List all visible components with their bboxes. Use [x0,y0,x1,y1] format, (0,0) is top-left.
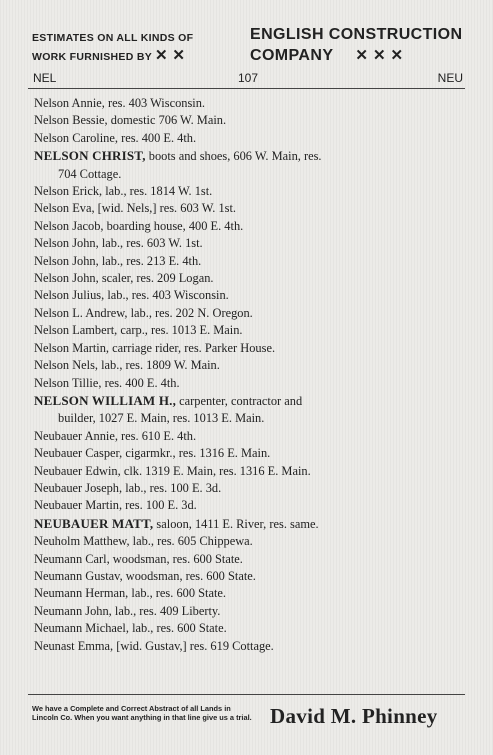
directory-entry [28,287,465,304]
entry-details: clk. 1319 E. Main, res. 1316 E. Main. [120,463,311,478]
running-head [28,70,465,89]
entry-name: Nelson Tillie, [34,375,102,390]
entry-name: Neubauer Joseph, [34,480,123,495]
directory-entry [28,445,465,462]
entry-name: Neumann John, [34,603,112,618]
entry-details: woodsman, res. 600 State. [122,568,256,583]
entry-details: lab., res. 409 Liberty. [111,603,221,618]
directory-entry [28,235,465,252]
entry-name: Neunast Emma, [34,638,114,653]
entry-details: res. 400 E. 4th. [117,130,197,145]
entry-name: Nelson Annie, [34,96,105,110]
entry-details: lab., res. 403 Wisconsin. [104,288,229,303]
running-head-left: NEL [33,71,57,85]
directory-entry [28,95,465,112]
entry-details: carp., res. 1013 E. Main. [117,323,243,338]
ad-company-name [250,24,462,66]
entry-details: [wid. Gustav,] res. 619 Cottage. [113,638,274,653]
directory-entry [28,533,465,550]
entry-name: Neubauer Annie, [34,428,118,443]
ad-left-text [32,30,193,66]
footer-ad-small-text: We have a Complete and Correct Abstract of all Lands in Lincoln Co. When you want anything in that line give us a trial. [32,704,252,722]
running-head-right: NEU [437,71,463,85]
directory-entry [28,515,465,533]
entry-name: Nelson Eva, [34,201,95,216]
entry-details: res. 610 E. 4th. [117,428,197,443]
entry-details: cigarmkr., res. 1316 E. Main. [122,446,271,461]
entry-name: Nelson Julius, [34,288,105,303]
directory-entry [28,603,465,620]
directory-entry [28,218,465,235]
directory-entry [28,568,465,585]
cross-mark-icon: ✕ ✕ ✕ [355,47,404,64]
entry-details: scaler, res. 209 Logan. [98,271,214,286]
entry-continuation: builder, 1027 E. Main, res. 1013 E. Main. [58,411,265,426]
entry-details: lab., res. 600 State. [128,586,227,601]
entry-details: res. 400 E. 4th. [101,375,180,390]
entry-name: Nelson John, [34,271,99,286]
directory-entry [28,322,465,339]
footer-ad-name: David M. Phinney [270,704,438,728]
entry-details: saloon, 1411 E. River, res. same. [153,516,319,531]
entry-details: domestic 706 W. Main. [107,113,227,128]
directory-entry [28,480,465,497]
directory-entry [28,270,465,287]
entry-name: NELSON CHRIST, [34,148,146,164]
directory-entry [28,305,465,322]
entry-name: Neuholm Matthew, [34,534,130,549]
entry-name: Neubauer Martin, [34,498,123,513]
entry-name: Nelson Bessie, [34,113,108,128]
entry-details: woodsman, res. 600 State. [109,551,243,566]
ad-left-line1: ESTIMATES ON ALL KINDS OF [32,32,194,44]
directory-entry [28,392,465,428]
entry-details: res. 403 Wisconsin. [104,96,206,110]
entry-name: Nelson Caroline, [34,130,118,145]
entry-name: Neubauer Edwin, [34,463,121,478]
entry-details: lab., res. 603 W. 1st. [98,236,203,251]
entry-details: boarding house, 400 E. 4th. [103,218,244,233]
directory-entry [28,497,465,514]
entry-name: Nelson Erick, [34,184,103,199]
cross-mark-icon: ✕ ✕ [155,47,186,64]
page-number: 107 [238,71,259,85]
entry-continuation: 704 Cottage. [58,166,122,181]
entry-name: Nelson Nels, [34,358,99,373]
directory-entry [28,463,465,480]
directory-entries [28,95,465,655]
directory-entry [28,585,465,602]
footer-advertisement [28,694,465,743]
directory-entry [28,551,465,568]
entry-details: lab., res. 1809 W. Main. [98,358,220,373]
entry-name: Nelson Lambert, [34,323,118,338]
directory-entry [28,183,465,200]
header-advertisement [28,20,465,70]
directory-entry [28,375,465,392]
entry-details: res. 100 E. 3d. [122,498,197,513]
entry-name: Neubauer Casper, [34,446,123,461]
directory-entry [28,357,465,374]
entry-details: lab., res. 100 E. 3d. [122,480,222,495]
entry-details: [wid. Nels,] res. 603 W. 1st. [94,201,237,216]
entry-name: Nelson John, [34,253,99,268]
entry-name: Nelson L. Andrew, [34,305,128,320]
entry-name: Nelson John, [34,236,99,251]
entry-name: Neumann Michael, [34,621,129,636]
entry-details: lab., res. 202 N. Oregon. [127,305,253,320]
ad-right-line1: ENGLISH CONSTRUCTION [250,26,463,43]
entry-details: boots and shoes, 606 W. Main, res. [145,149,322,164]
directory-entry [28,428,465,445]
entry-details: lab., res. 605 Chippewa. [129,534,253,549]
directory-entry [28,253,465,270]
directory-entry [28,340,465,357]
entry-details: carpenter, contractor and [176,393,303,408]
directory-entry [28,620,465,637]
entry-name: Neumann Carl, [34,551,110,566]
entry-details: carriage rider, res. Parker House. [109,340,276,355]
entry-details: lab., res. 213 E. 4th. [98,253,202,268]
entry-name: Neumann Gustav, [34,568,123,583]
entry-details: lab., res. 1814 W. 1st. [102,184,213,199]
directory-entry [28,147,465,183]
entry-name: Neumann Herman, [34,586,129,601]
entry-name: NELSON WILLIAM H., [34,392,177,408]
directory-entry [28,638,465,655]
ad-right-line2: COMPANY [250,47,334,64]
entry-details: lab., res. 600 State. [128,621,227,636]
directory-entry [28,130,465,147]
entry-name: Nelson Jacob, [34,218,104,233]
entry-name: Nelson Martin, [34,340,110,355]
ad-left-line2: WORK FURNISHED BY [32,51,152,63]
entry-name: NEUBAUER MATT, [34,515,154,531]
directory-entry [28,112,465,129]
directory-entry [28,200,465,217]
